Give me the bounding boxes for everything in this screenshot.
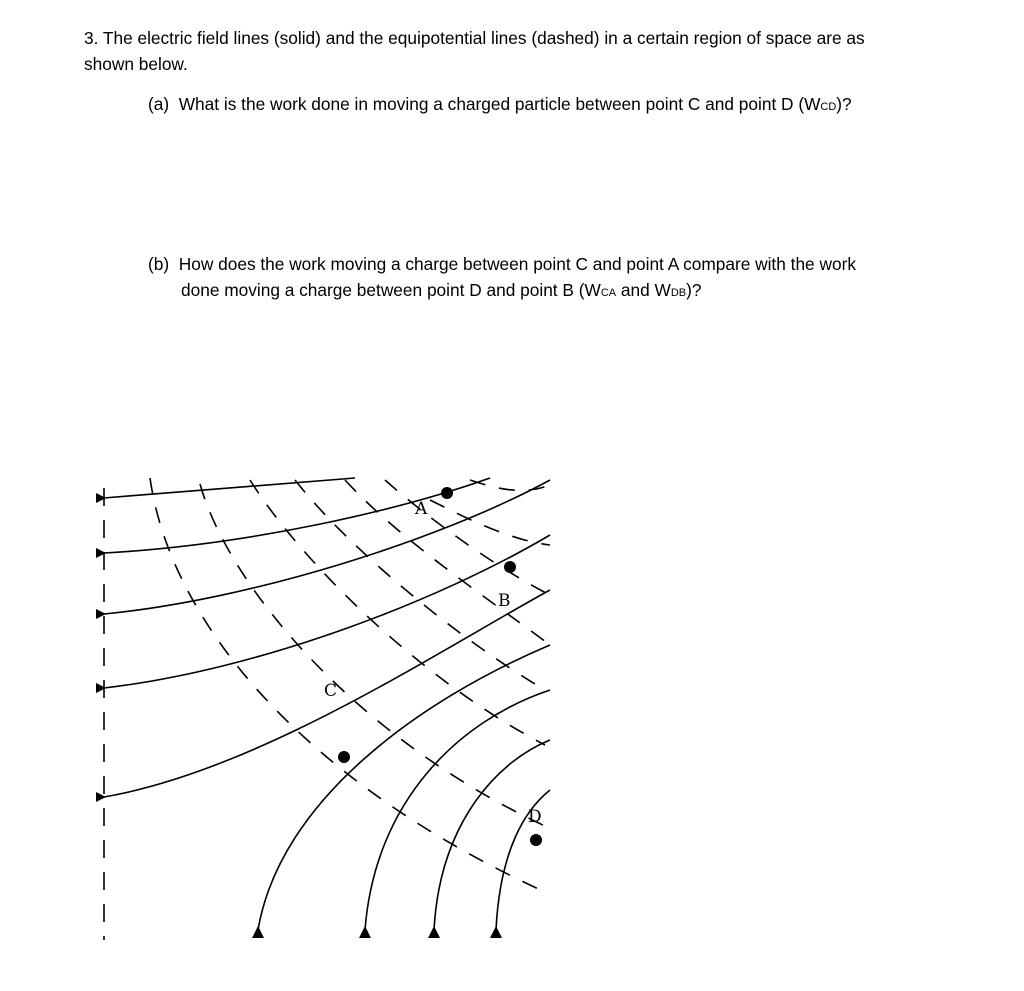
bottom-arrowheads <box>252 926 502 938</box>
label-b: B <box>498 591 511 611</box>
electric-field-lines <box>104 478 550 930</box>
arrowhead-6 <box>252 926 264 938</box>
part-a-marker: (a) <box>148 94 170 114</box>
part-a-text: What is the work done in moving a charged particle between point C and point D (W <box>178 94 821 114</box>
question-intro-line1: 3. The electric field lines (solid) and the equipotential lines (dashed) in a certain region of space are as <box>84 28 865 48</box>
point-c-dot <box>338 751 350 763</box>
part-b-marker: (b) <box>148 254 170 274</box>
points <box>338 487 542 846</box>
part-b-text-line2: done moving a charge between point D and point B (W <box>181 280 601 300</box>
label-d: D <box>528 807 542 827</box>
field-line-4 <box>104 535 550 688</box>
field-line-7 <box>365 690 550 930</box>
field-line-6 <box>258 645 550 930</box>
label-c: C <box>324 681 338 701</box>
point-d-dot <box>530 834 542 846</box>
question-intro-line2: shown below. <box>84 54 188 74</box>
part-b-end: )? <box>686 280 702 300</box>
part-b-text-line1: How does the work moving a charge between point C and point A compare with the work <box>178 254 856 274</box>
equipotential-line-7 <box>430 500 550 545</box>
point-b-dot <box>504 561 516 573</box>
part-b-subscript-ca: CA <box>600 287 617 299</box>
equipotential-line-5 <box>345 480 550 645</box>
arrowhead-9 <box>490 926 502 938</box>
field-line-1 <box>104 478 355 498</box>
part-b-subscript-db: DB <box>670 287 687 299</box>
equipotential-line-3 <box>250 480 545 745</box>
field-line-8 <box>434 740 550 930</box>
arrowhead-8 <box>428 926 440 938</box>
part-b-mid: and W <box>616 280 671 300</box>
equipotential-lines <box>150 478 550 892</box>
part-a-end: )? <box>836 94 852 114</box>
label-a: A <box>415 499 428 519</box>
part-a-subscript: CD <box>820 101 837 113</box>
field-line-9 <box>496 790 550 930</box>
equipotential-line-2 <box>200 484 545 826</box>
arrowhead-7 <box>359 926 371 938</box>
equipotential-line-1 <box>150 478 545 892</box>
point-a-dot <box>441 487 453 499</box>
field-line-2 <box>104 478 490 553</box>
